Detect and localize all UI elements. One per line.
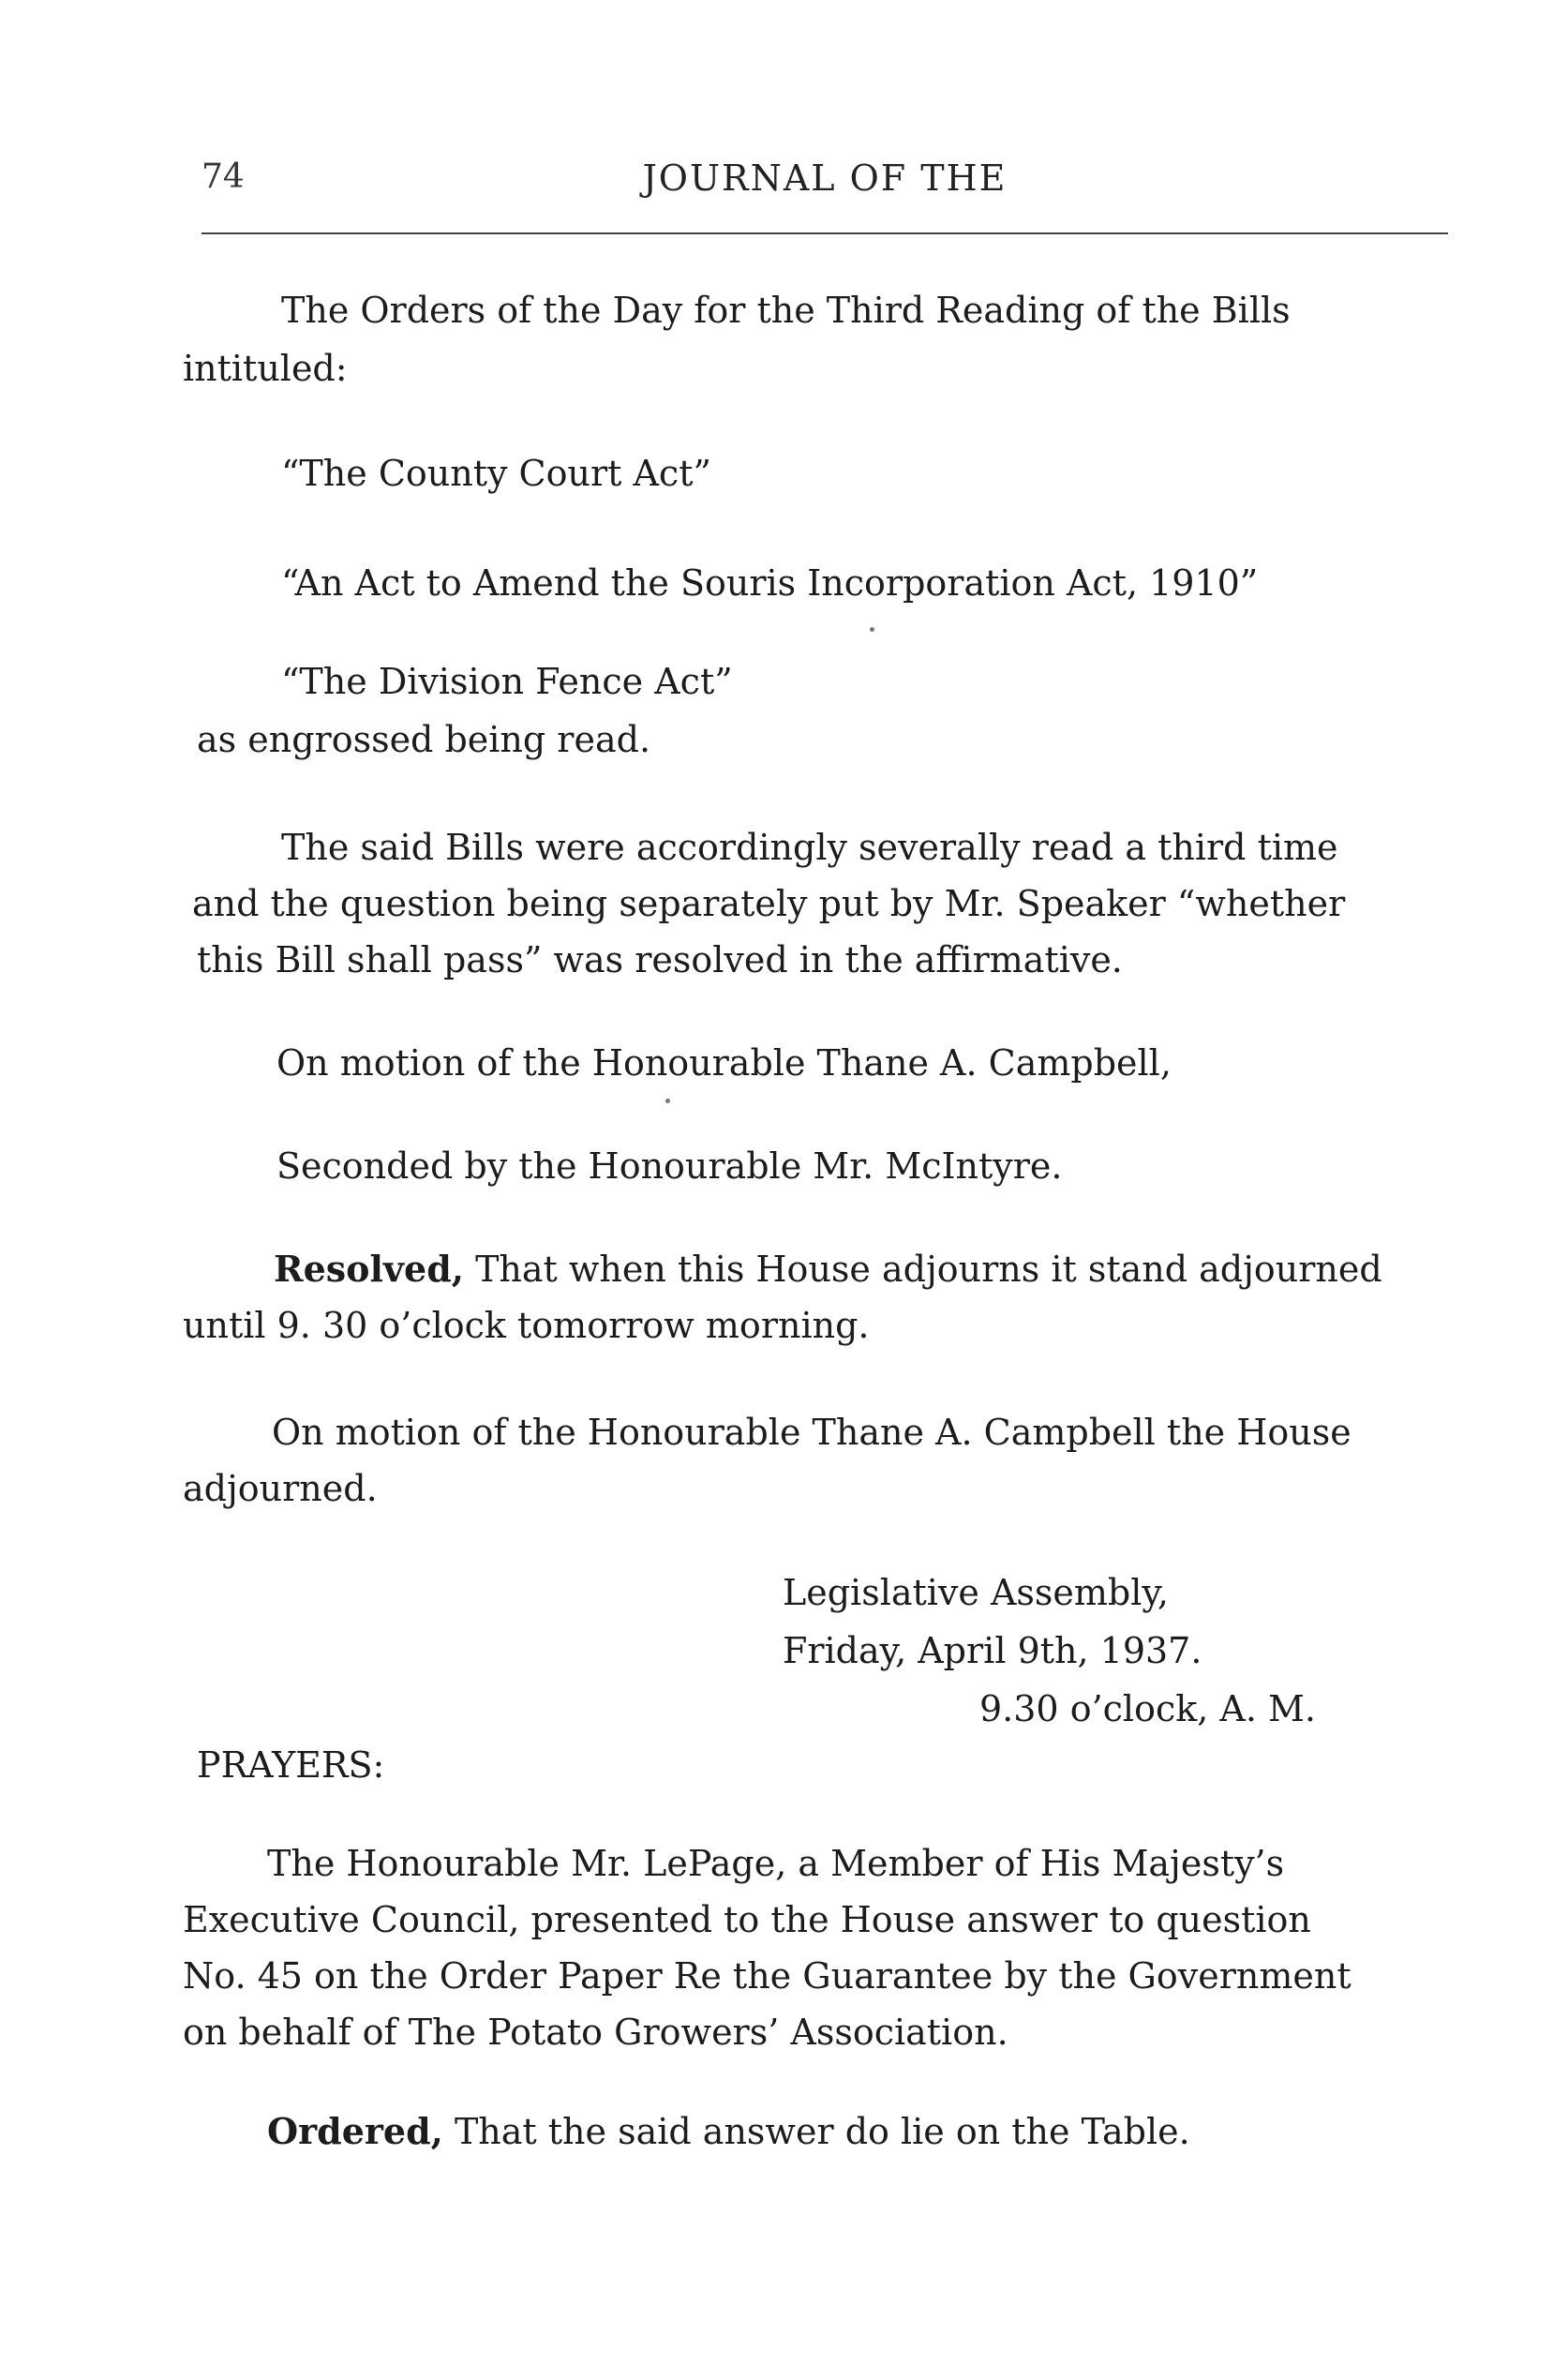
lepage-line-1: The Honourable Mr. LePage, a Member of His Majesty’s <box>267 1843 1285 1884</box>
bill-division-fence: “The Division Fence Act” <box>281 661 733 702</box>
dateline-date: Friday, April 9th, 1937. <box>783 1630 1202 1671</box>
ordered-label: Ordered, <box>267 2110 443 2152</box>
ordered-line <box>267 2102 1190 2161</box>
dateline-time: 9.30 o’clock, A. M. <box>979 1688 1317 1729</box>
resolved-line-2: until 9. 30 o’clock tomorrow morning. <box>183 1305 870 1346</box>
bill-county-court: “The County Court Act” <box>281 453 711 494</box>
prayers-heading: PRAYERS: <box>197 1744 385 1786</box>
resolved-line-1 <box>274 1240 1382 1298</box>
orders-line-1: The Orders of the Day for the Third Reading of the Bills <box>281 290 1291 331</box>
lepage-line-4: on behalf of The Potato Growers’ Association. <box>183 2012 1008 2053</box>
speck-mark <box>665 1099 670 1103</box>
seconded-line: Seconded by the Honourable Mr. McIntyre. <box>276 1145 1063 1187</box>
header-rule <box>202 232 1448 234</box>
lepage-line-2: Executive Council, presented to the House answer to question <box>183 1899 1311 1940</box>
adjourned-line-2: adjourned. <box>183 1468 378 1509</box>
resolved-text: That when this House adjourns it stand adjourned <box>464 1249 1382 1290</box>
lepage-line-3: No. 45 on the Order Paper Re the Guarantee by the Government <box>183 1955 1351 1997</box>
passed-line-3: this Bill shall pass” was resolved in the affirmative. <box>197 939 1123 980</box>
speck-mark <box>870 627 874 632</box>
adjourned-line-1: On motion of the Honourable Thane A. Campbell the House <box>272 1412 1351 1453</box>
passed-line-1: The said Bills were accordingly severally read a third time <box>281 827 1338 868</box>
passed-line-2: and the question being separately put by Mr. Speaker “whether <box>192 883 1346 924</box>
motion-campbell: On motion of the Honourable Thane A. Campbell, <box>276 1042 1172 1084</box>
page-number: 74 <box>202 157 245 196</box>
orders-line-2: intituled: <box>183 348 348 389</box>
page-header <box>202 150 1448 206</box>
resolved-label: Resolved, <box>274 1248 464 1290</box>
engrossed-line: as engrossed being read. <box>197 719 651 760</box>
bill-souris: “An Act to Amend the Souris Incorporation Act, 1910” <box>281 562 1259 604</box>
ordered-text: That the said answer do lie on the Table. <box>442 2111 1190 2152</box>
dateline-assembly: Legislative Assembly, <box>783 1572 1169 1613</box>
running-head: JOURNAL OF THE <box>642 157 1008 199</box>
